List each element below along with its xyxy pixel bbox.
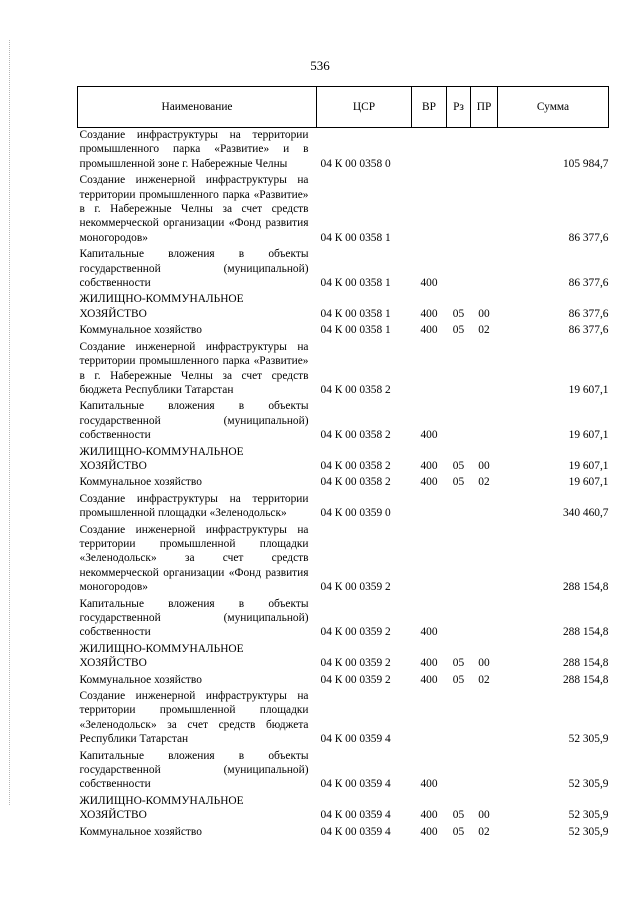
cell-pr — [471, 492, 498, 523]
cell-rz — [447, 247, 471, 292]
cell-pr — [471, 689, 498, 749]
cell-name: Создание инженерной инфраструктуры на территории промышленной площадки «Зеленодольск» за счет средств некоммерческой организации «Фонд развития моногородов» — [79, 523, 309, 594]
cell-rz — [447, 749, 471, 794]
column-header-name: Наименование — [78, 87, 317, 128]
cell-name: Коммунальное хозяйство — [79, 673, 202, 686]
cell-sum: 19 607,1 — [568, 476, 609, 489]
cell-rz — [447, 689, 471, 749]
table-header-row — [78, 87, 609, 128]
cell-name: ЖИЛИЩНО-КОММУНАЛЬНОЕ ХОЗЯЙСТВО — [79, 794, 244, 822]
cell-vr: 400 — [420, 429, 438, 442]
page-number: 536 — [310, 58, 330, 73]
cell-pr: 02 — [478, 324, 490, 337]
cell-vr: 400 — [420, 307, 438, 320]
cell-rz — [447, 173, 471, 247]
cell-sum: 288 154,8 — [562, 657, 609, 670]
cell-name: Создание инженерной инфраструктуры на территории промышленного парка «Развитие» в г. Набережные Челны за счет средств некоммерческой организации «Фонд развития моногородов» — [79, 174, 309, 244]
table-row — [78, 642, 609, 673]
table-row — [78, 492, 609, 523]
table-row — [78, 597, 609, 642]
cell-name: Капитальные вложения в объекты государственной (муниципальной) собственности — [79, 400, 309, 442]
cell-sum: 288 154,8 — [562, 581, 609, 594]
cell-csr: 04 К 00 0358 1 — [320, 231, 391, 244]
cell-name: Создание инфраструктуры на территории промышленного парка «Развитие» и в промышленной зоне г. Набережные Челны — [79, 129, 309, 170]
cell-csr: 04 К 00 0359 2 — [320, 626, 391, 639]
cell-rz: 05 — [452, 459, 465, 472]
cell-sum: 340 460,7 — [562, 507, 609, 520]
table-row — [78, 399, 609, 444]
table-row — [78, 247, 609, 292]
cell-rz: 05 — [452, 657, 465, 670]
cell-csr: 04 К 00 0358 0 — [320, 157, 391, 170]
cell-csr: 04 К 00 0358 2 — [320, 429, 391, 442]
table-row — [78, 173, 609, 247]
cell-name: Создание инфраструктуры на территории промышленной площадки «Зеленодольск» — [79, 492, 309, 520]
cell-sum: 105 984,7 — [562, 157, 609, 170]
cell-csr: 04 К 00 0358 2 — [320, 383, 391, 396]
cell-csr: 04 К 00 0359 0 — [320, 507, 391, 520]
table-row — [78, 445, 609, 476]
cell-vr — [412, 173, 447, 247]
cell-pr: 00 — [478, 459, 490, 472]
cell-csr: 04 К 00 0359 4 — [320, 733, 391, 746]
cell-vr: 400 — [420, 476, 438, 489]
cell-rz: 05 — [452, 673, 465, 686]
column-header-csr: ЦСР — [317, 87, 412, 128]
cell-pr — [471, 399, 498, 444]
cell-csr: 04 К 00 0359 2 — [320, 581, 391, 594]
cell-name: Коммунальное хозяйство — [79, 324, 202, 337]
cell-csr: 04 К 00 0358 1 — [320, 307, 391, 320]
cell-name: Капитальные вложения в объекты государственной (муниципальной) собственности — [79, 248, 309, 290]
cell-sum: 19 607,1 — [568, 429, 609, 442]
cell-sum: 52 305,9 — [568, 825, 609, 838]
column-header-sum: Сумма — [498, 87, 609, 128]
cell-name: Создание инженерной инфраструктуры на территории промышленной площадки «Зеленодольск» за счет средств бюджета Республики Татарстан — [79, 690, 309, 746]
table-row — [78, 292, 609, 323]
cell-csr: 04 К 00 0358 1 — [320, 324, 391, 337]
cell-rz: 05 — [452, 476, 465, 489]
cell-csr: 04 К 00 0359 4 — [320, 778, 391, 791]
cell-sum: 52 305,9 — [568, 733, 609, 746]
cell-vr: 400 — [420, 324, 438, 337]
cell-vr — [412, 492, 447, 523]
cell-name: Создание инженерной инфраструктуры на территории промышленного парка «Развитие» в г. Набережные Челны за счет средств бюджета Республики Татарстан — [79, 340, 309, 396]
cell-name: Капитальные вложения в объекты государственной (муниципальной) собственности — [79, 597, 309, 639]
table-row — [78, 794, 609, 825]
cell-vr — [412, 689, 447, 749]
cell-rz — [447, 128, 471, 174]
cell-vr — [412, 340, 447, 400]
scan-margin-rule — [9, 40, 10, 805]
cell-rz — [447, 340, 471, 400]
cell-pr — [471, 523, 498, 597]
cell-vr — [412, 128, 447, 174]
table-row — [78, 323, 609, 339]
cell-pr: 00 — [478, 809, 490, 822]
cell-name: ЖИЛИЩНО-КОММУНАЛЬНОЕ ХОЗЯЙСТВО — [79, 445, 244, 472]
cell-vr: 400 — [420, 809, 438, 822]
cell-sum: 19 607,1 — [568, 459, 609, 472]
cell-pr: 02 — [478, 476, 490, 489]
column-header-pr: ПР — [471, 87, 498, 128]
cell-pr: 00 — [478, 307, 490, 320]
cell-sum: 86 377,6 — [568, 277, 609, 290]
cell-name: Капитальные вложения в объекты государственной (муниципальной) собственности — [79, 749, 309, 791]
cell-pr — [471, 749, 498, 794]
cell-sum: 288 154,8 — [562, 673, 609, 686]
table-row — [78, 749, 609, 794]
cell-name: Коммунальное хозяйство — [79, 476, 202, 489]
table-row — [78, 475, 609, 491]
cell-pr — [471, 597, 498, 642]
cell-vr: 400 — [420, 626, 438, 639]
cell-rz — [447, 597, 471, 642]
cell-vr: 400 — [420, 673, 438, 686]
cell-pr: 00 — [478, 657, 490, 670]
cell-pr — [471, 173, 498, 247]
cell-sum: 288 154,8 — [562, 626, 609, 639]
cell-csr: 04 К 00 0359 4 — [320, 809, 391, 822]
cell-csr: 04 К 00 0359 2 — [320, 657, 391, 670]
table-row — [78, 523, 609, 597]
table-row — [78, 673, 609, 689]
table-row — [78, 689, 609, 749]
cell-pr — [471, 247, 498, 292]
cell-name: ЖИЛИЩНО-КОММУНАЛЬНОЕ ХОЗЯЙСТВО — [79, 642, 244, 670]
table-row — [78, 340, 609, 400]
cell-csr: 04 К 00 0358 1 — [320, 277, 391, 290]
table-row — [78, 825, 609, 841]
cell-vr: 400 — [420, 459, 438, 472]
table-row — [78, 128, 609, 174]
cell-csr: 04 К 00 0359 4 — [320, 825, 391, 838]
cell-rz: 05 — [452, 324, 465, 337]
cell-vr: 400 — [420, 778, 438, 791]
cell-pr: 02 — [478, 825, 490, 838]
cell-vr: 400 — [420, 277, 438, 290]
cell-rz: 05 — [452, 307, 465, 320]
cell-csr: 04 К 00 0358 2 — [320, 459, 391, 472]
cell-rz — [447, 399, 471, 444]
cell-name: ЖИЛИЩНО-КОММУНАЛЬНОЕ ХОЗЯЙСТВО — [79, 293, 244, 320]
cell-pr: 02 — [478, 673, 490, 686]
cell-sum: 19 607,1 — [568, 383, 609, 396]
cell-rz: 05 — [452, 825, 465, 838]
cell-csr: 04 К 00 0358 2 — [320, 476, 391, 489]
cell-csr: 04 К 00 0359 2 — [320, 673, 391, 686]
cell-vr — [412, 523, 447, 597]
cell-name: Коммунальное хозяйство — [79, 825, 202, 838]
cell-sum: 86 377,6 — [568, 307, 609, 320]
table-body — [78, 128, 609, 842]
budget-table — [77, 86, 609, 841]
cell-rz — [447, 492, 471, 523]
cell-sum: 86 377,6 — [568, 231, 609, 244]
cell-sum: 52 305,9 — [568, 778, 609, 791]
cell-vr: 400 — [420, 825, 438, 838]
cell-vr: 400 — [420, 657, 438, 670]
cell-rz — [447, 523, 471, 597]
column-header-vr: ВР — [412, 87, 447, 128]
cell-pr — [471, 340, 498, 400]
cell-rz: 05 — [452, 809, 465, 822]
cell-sum: 86 377,6 — [568, 324, 609, 337]
cell-pr — [471, 128, 498, 174]
cell-sum: 52 305,9 — [568, 809, 609, 822]
column-header-rz: Рз — [447, 87, 471, 128]
